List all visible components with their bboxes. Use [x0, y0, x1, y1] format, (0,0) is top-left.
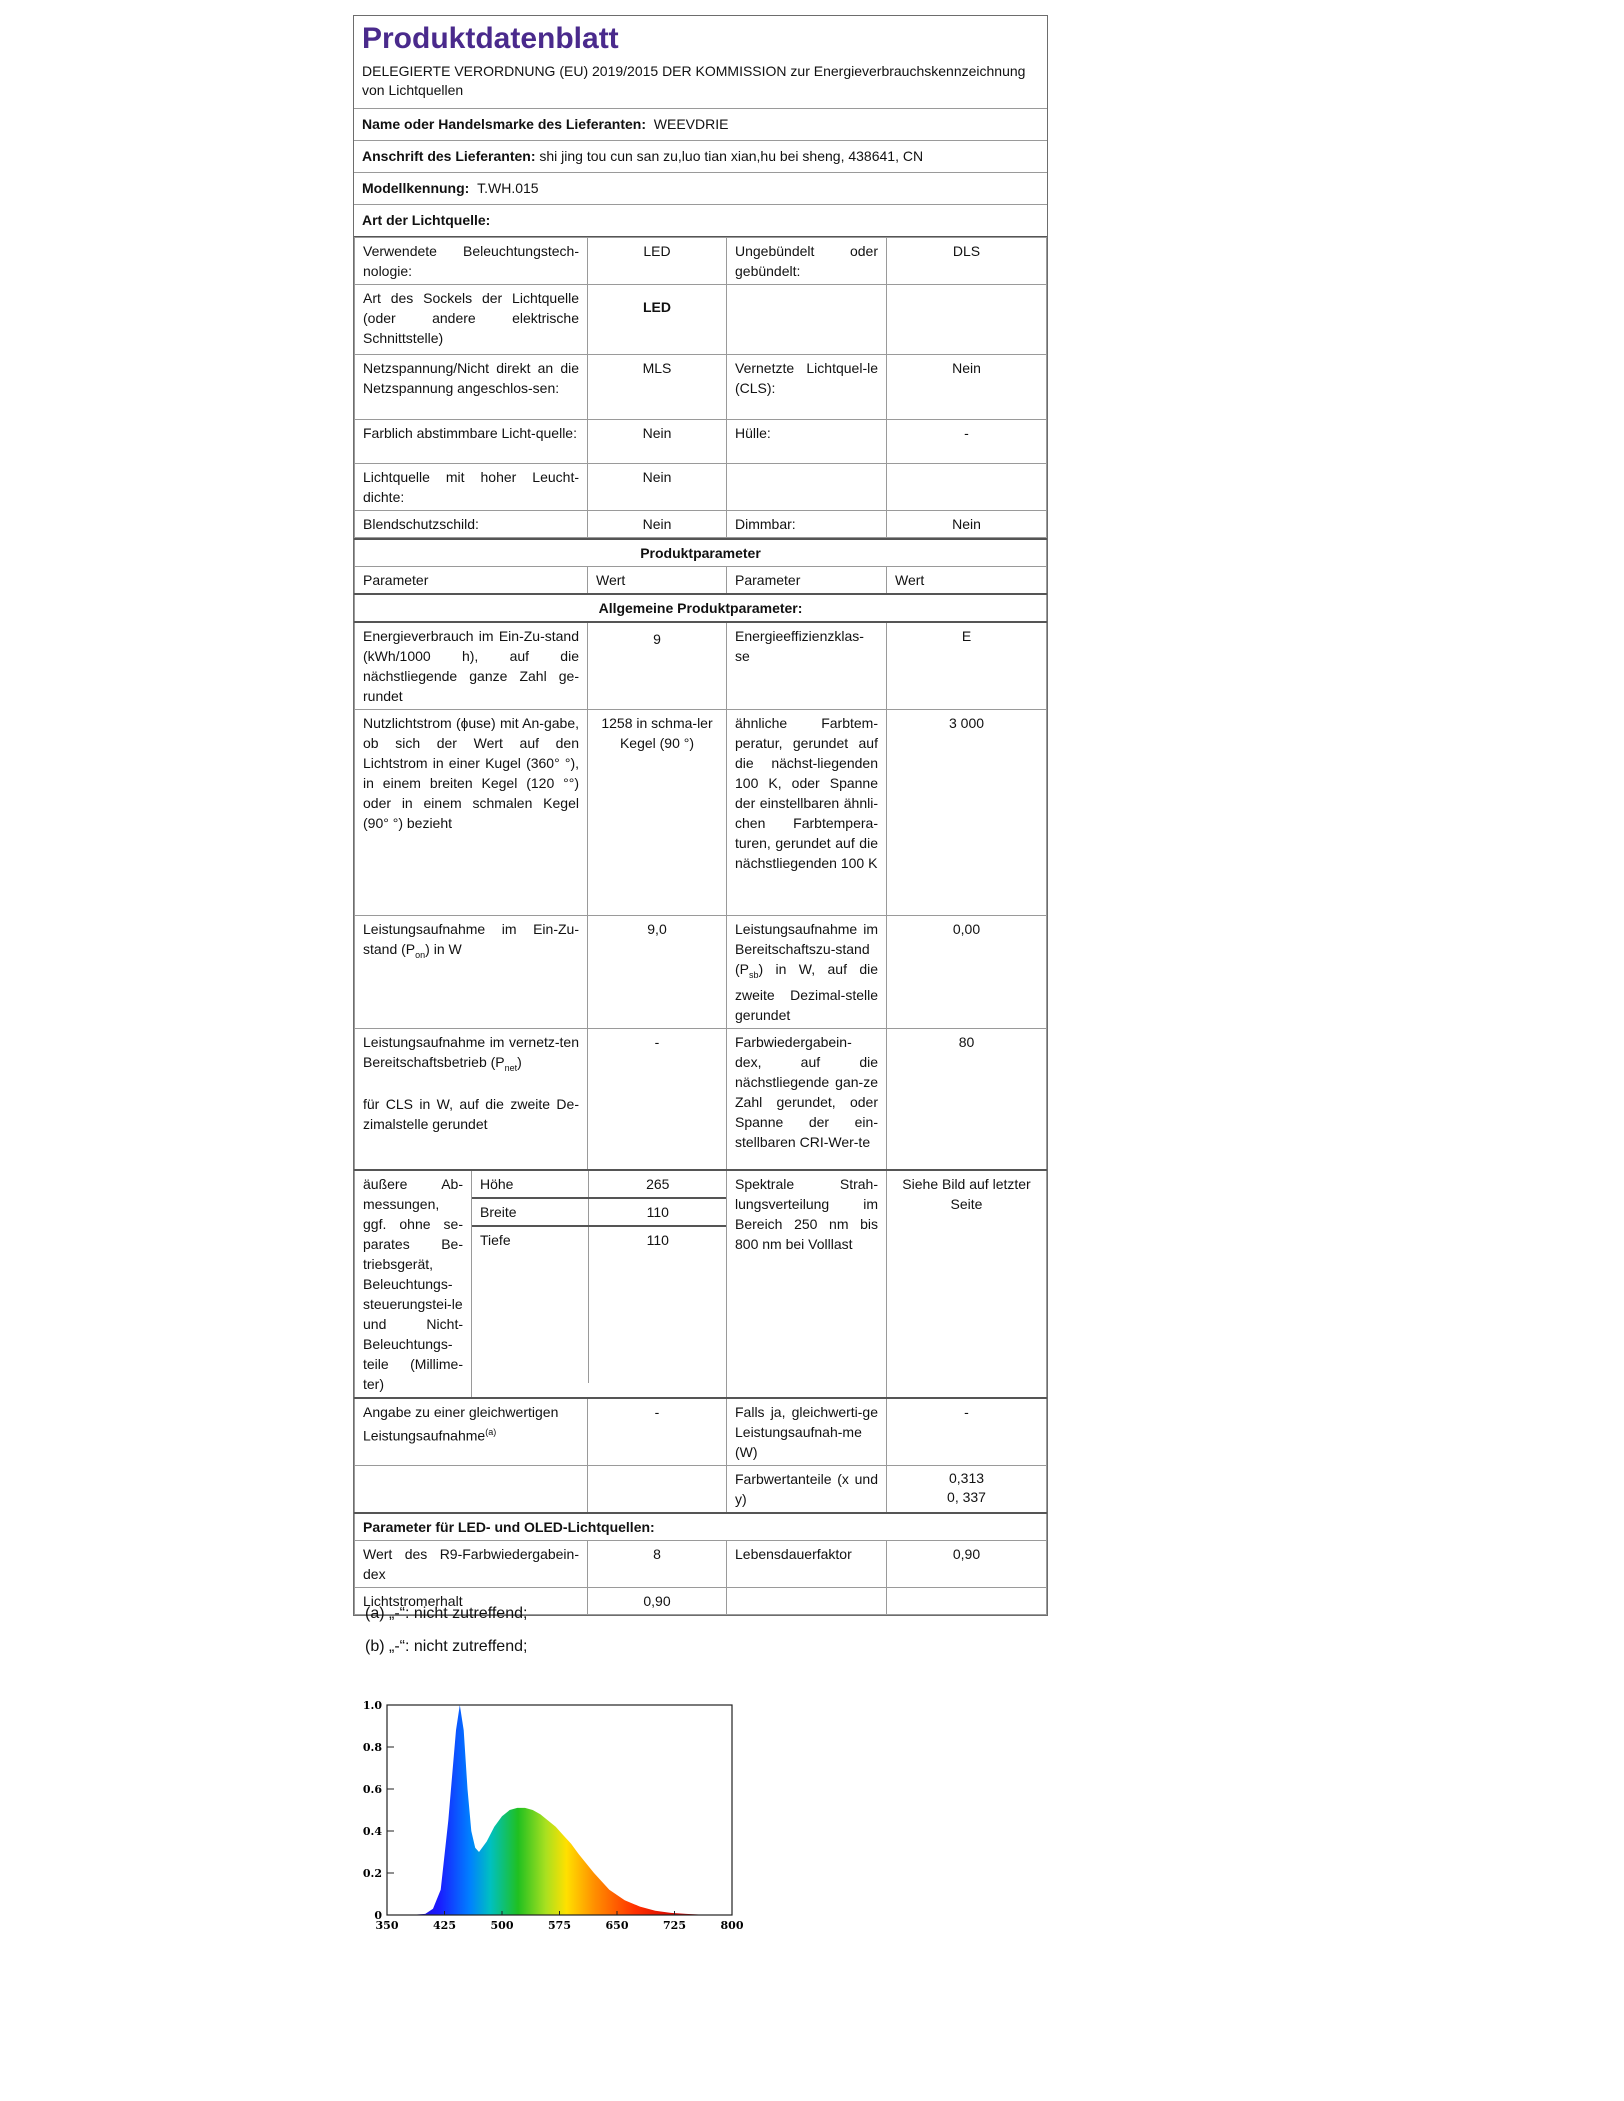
y-tick-label: 1.0	[362, 1699, 382, 1712]
x-tick-label: 425	[433, 1919, 456, 1932]
sheet-frame	[353, 15, 1048, 1616]
psb-value: 0,00	[887, 916, 1047, 1029]
if-yes-label: Falls ja, gleichwerti-ge Leistungsaufnah-me (W)	[727, 1398, 887, 1466]
table-row	[355, 1466, 1047, 1514]
type-label: Blendschutzschild:	[355, 511, 588, 538]
chromaticity-y: 0, 337	[947, 1489, 986, 1506]
chromaticity-x: 0,313	[948, 1470, 985, 1487]
table-row	[355, 1398, 1047, 1466]
energy-class-value: E	[887, 622, 1047, 710]
led-section-title: Parameter für LED- und OLED-Lichtquellen:	[355, 1513, 1047, 1541]
empty-cell	[887, 1588, 1047, 1615]
light-source-type-row	[354, 204, 1047, 237]
pnet-label-sub: net	[504, 1062, 518, 1073]
type-value: LED	[588, 285, 727, 355]
table-row	[472, 1226, 727, 1383]
psb-label	[727, 916, 887, 1029]
footnote-a-text: „-“: nicht zutreffend;	[389, 1605, 528, 1622]
parameter-table	[354, 538, 1047, 1615]
supplier-name-value: WEEVDRIE	[653, 116, 729, 132]
pnet-label	[355, 1028, 588, 1170]
type-value	[887, 464, 1047, 511]
table-row	[355, 1541, 1047, 1588]
type-value: MLS	[588, 355, 727, 420]
empty-cell	[588, 1466, 727, 1514]
table-row	[355, 594, 1047, 622]
energy-value: 9	[588, 622, 727, 710]
pnet-label-b: )	[517, 1053, 522, 1070]
empty-cell	[727, 1588, 887, 1615]
pon-label	[355, 916, 588, 1029]
model-row	[354, 172, 1047, 204]
type-label: Art des Sockels der Lichtquelle (oder andere elektrische Schnittstelle)	[355, 285, 588, 355]
model-value: T.WH.015	[477, 180, 539, 196]
model-label: Modellkennung:	[362, 180, 470, 196]
type-value: DLS	[887, 238, 1047, 285]
type-label: Vernetzte Lichtquel-le (CLS):	[727, 355, 887, 420]
column-header: Wert	[588, 567, 727, 595]
type-label: Verwendete Beleuchtungstech-nologie:	[355, 238, 588, 285]
type-value	[887, 285, 1047, 355]
spectral-label: Spektrale Strah-lungsverteilung im Bereich 250 nm bis 800 nm bei Volllast	[727, 1170, 887, 1398]
type-value: Nein	[588, 511, 727, 538]
cct-label: ähnliche Farbtem-peratur, gerundet auf die nächst-liegenden 100 K, oder Spanne der einstellbaren ähnli-chen Farbtempera-turen, gerundet auf die nächstliegenden 100 K	[727, 710, 887, 916]
psb-label-sub: sb	[749, 969, 759, 980]
lifetime-factor-value: 0,90	[887, 1541, 1047, 1588]
table-row	[355, 710, 1047, 916]
equivalent-label-sup: (a)	[485, 1427, 497, 1438]
x-tick-label: 800	[720, 1919, 744, 1932]
type-value: LED	[588, 238, 727, 285]
column-header: Parameter	[355, 567, 588, 595]
type-value: Nein	[887, 511, 1047, 538]
dimension-label: Breite	[472, 1198, 588, 1226]
footnote-a	[365, 1597, 527, 1630]
y-tick-label: 0.8	[362, 1741, 382, 1754]
type-label	[727, 464, 887, 511]
chromaticity-label: Farbwertanteile (x und y)	[727, 1466, 887, 1514]
table-row	[355, 567, 1047, 595]
spectral-distribution-chart	[355, 1690, 775, 1950]
footnote-b-mark: (b)	[365, 1638, 385, 1655]
type-label: Dimmbar:	[727, 511, 887, 538]
lumen-maintenance-value: 0,90	[588, 1588, 727, 1615]
if-yes-value: -	[887, 1398, 1047, 1466]
type-value: Nein	[887, 355, 1047, 420]
table-row	[355, 622, 1047, 710]
y-tick-label: 0.2	[362, 1867, 382, 1880]
page-title: Produktdatenblatt	[362, 22, 619, 55]
table-row	[355, 238, 1047, 285]
footnote-b	[365, 1630, 527, 1663]
table-row	[355, 539, 1047, 567]
y-tick-label: 0.4	[362, 1825, 382, 1838]
regulation-text: DELEGIERTE VERORDNUNG (EU) 2019/2015 DER KOMMISSION zur Energieverbrauchskennzeichnung von Lichtquellen	[362, 63, 1026, 98]
type-label: Hülle:	[727, 420, 887, 464]
dimension-value: 110	[588, 1198, 727, 1226]
psb-label-a: Leistungsaufnahme im Bereitschaftszu-stand (P	[735, 921, 878, 977]
type-label: Ungebündelt oder gebündelt:	[727, 238, 887, 285]
cri-value: 80	[887, 1028, 1047, 1170]
y-tick-label: 0.6	[362, 1783, 382, 1796]
r9-label: Wert des R9-Farbwiedergabein-dex	[355, 1541, 588, 1588]
equivalent-value: -	[588, 1398, 727, 1466]
type-label: Farblich abstimmbare Licht-quelle:	[355, 420, 588, 464]
lumen-maintenance-label: Lichtstromerhalt	[355, 1588, 588, 1615]
column-header: Wert	[887, 567, 1047, 595]
dimensions-label: äußere Ab-messungen, ggf. ohne se-parates Be-triebsgerät, Beleuchtungs-steuerungstei-le und Nicht-Beleuchtungs-teile (Millime-ter)	[355, 1170, 472, 1398]
dimension-label: Tiefe	[472, 1226, 588, 1383]
pnet-label-a: Leistungsaufnahme im vernetz-ten Bereitschaftsbetrieb (P	[363, 1033, 579, 1070]
supplier-address-row	[354, 140, 1047, 172]
pon-label-sub: on	[415, 949, 426, 960]
table-row	[355, 420, 1047, 464]
type-value: Nein	[588, 420, 727, 464]
footnotes	[365, 1597, 527, 1663]
spectral-value: Siehe Bild auf letzter Seite	[887, 1170, 1047, 1398]
dimensions-table	[472, 1171, 727, 1383]
supplier-address-value: shi jing tou cun san zu,luo tian xian,hu bei sheng, 438641, CN	[539, 148, 924, 164]
equivalent-label-text: Angabe zu einer gleichwertigen Leistungsaufnahme	[363, 1404, 559, 1444]
type-label	[727, 285, 887, 355]
table-row	[355, 285, 1047, 355]
pon-label-b: ) in W	[425, 941, 462, 957]
footnote-a-mark: (a)	[365, 1605, 385, 1622]
equivalent-label	[355, 1398, 588, 1466]
flux-value: 1258 in schma-ler Kegel (90 °)	[588, 710, 727, 916]
empty-cell	[355, 1466, 588, 1514]
x-tick-label: 500	[490, 1919, 514, 1932]
column-header: Parameter	[727, 567, 887, 595]
x-tick-label: 575	[548, 1919, 571, 1932]
r9-value: 8	[588, 1541, 727, 1588]
psb-label-b: ) in W, auf die zweite Dezimal-stelle gerundet	[735, 961, 878, 1023]
supplier-address-label: Anschrift des Lieferanten:	[362, 148, 536, 164]
section-title: Allgemeine Produktparameter:	[355, 594, 1047, 622]
plot-area	[363, 1699, 744, 1932]
type-value: Nein	[588, 464, 727, 511]
type-table	[354, 237, 1047, 538]
energy-class-label: Energieeffizienzklas-se	[727, 622, 887, 710]
table-row	[472, 1198, 727, 1226]
cct-value: 3 000	[887, 710, 1047, 916]
pnet-value: -	[588, 1028, 727, 1170]
lifetime-factor-label: Lebensdauerfaktor	[727, 1541, 887, 1588]
pon-label-a: Leistungsaufnahme im Ein-Zu-stand (P	[363, 921, 579, 957]
x-tick-label: 350	[375, 1919, 399, 1932]
table-row	[355, 511, 1047, 538]
type-label: Lichtquelle mit hoher Leucht-dichte:	[355, 464, 588, 511]
footnote-b-text: „-“: nicht zutreffend;	[389, 1638, 528, 1655]
table-row	[355, 464, 1047, 511]
dimension-value: 110	[588, 1226, 727, 1383]
table-row	[355, 355, 1047, 420]
light-source-type-label: Art der Lichtquelle:	[362, 212, 491, 228]
table-row	[355, 1028, 1047, 1170]
dimension-value: 265	[588, 1171, 727, 1198]
table-row	[355, 1170, 1047, 1398]
dimensions-cell	[472, 1170, 727, 1398]
pnet-label-c: für CLS in W, auf die zweite De-zimalstelle gerundet	[363, 1095, 579, 1132]
type-label: Netzspannung/Nicht direkt an die Netzspannung angeschlos-sen:	[355, 355, 588, 420]
dimension-label: Höhe	[472, 1171, 588, 1198]
type-value: -	[887, 420, 1047, 464]
energy-label: Energieverbrauch im Ein-Zu-stand (kWh/1000 h), auf die nächstliegende ganze Zahl ge-rundet	[355, 622, 588, 710]
section-title: Produktparameter	[355, 539, 1047, 567]
y-tick-label: 0	[374, 1909, 382, 1922]
supplier-name-label: Name oder Handelsmarke des Lieferanten:	[362, 116, 646, 132]
product-data-sheet	[353, 15, 1048, 1616]
cri-label: Farbwiedergabein-dex, auf die nächstliegende gan-ze Zahl gerundet, oder Spanne der ein-stellbaren CRI-Wer-te	[727, 1028, 887, 1170]
x-tick-label: 725	[663, 1919, 686, 1932]
table-row	[472, 1171, 727, 1198]
x-tick-label: 650	[605, 1919, 629, 1932]
pon-value: 9,0	[588, 916, 727, 1029]
chromaticity-value	[887, 1466, 1047, 1514]
spectrum-area	[387, 1705, 732, 1915]
table-row	[355, 1513, 1047, 1541]
supplier-name-row	[354, 108, 1047, 140]
table-row	[355, 916, 1047, 1029]
flux-label: Nutzlichtstrom (ɸuse) mit An-gabe, ob sich der Wert auf den Lichtstrom in einer Kugel (360° °), in einem breiten Kegel (120 °°) oder in einem schmalen Kegel (90° °) bezieht	[355, 710, 588, 916]
